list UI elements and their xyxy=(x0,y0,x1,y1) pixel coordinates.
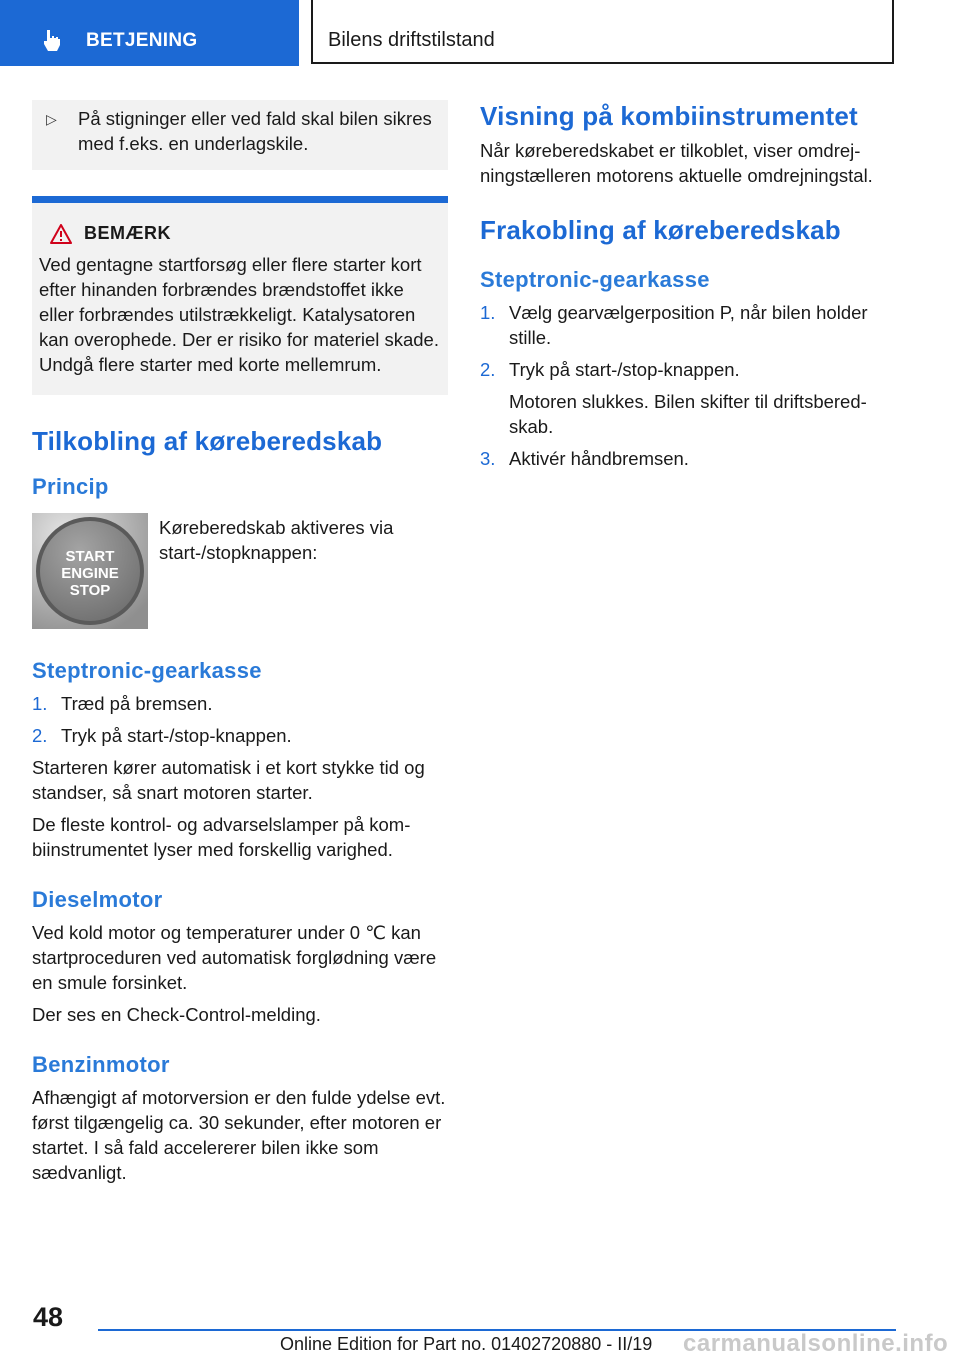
warning-icon xyxy=(50,224,72,244)
heading-steptronic: Steptronic-gearkasse xyxy=(32,658,262,683)
paragraph: Afhængigt af motorversion er den fulde ydelse evt. først tilgængelig ca. 30 sekunder, efter motoren er startet. I så fald accelererer bilen ikke som sædvanligt. xyxy=(32,1087,446,1183)
start-steps xyxy=(32,691,448,748)
list-item: 1. Træd på bremsen. xyxy=(32,693,213,714)
right-column xyxy=(480,100,896,478)
hand-pointer-icon xyxy=(40,28,64,52)
princip-text: Køreberedskab aktiveres via start-/stopknappen: xyxy=(159,517,394,563)
stop-steps-cont xyxy=(480,446,896,471)
chapter-label: BETJENING xyxy=(86,30,198,51)
paragraph: Starteren kører automatisk i et kort stykke tid og standser, så snart motoren starter. xyxy=(32,757,425,803)
list-item: 3. Aktivér håndbremsen. xyxy=(480,448,689,469)
left-column xyxy=(32,100,448,1192)
step-detail: Motoren slukkes. Bilen skifter til driftsberedskab. xyxy=(509,391,867,437)
heading-princip: Princip xyxy=(32,474,109,499)
heading-steptronic-right: Steptronic-gearkasse xyxy=(480,267,710,292)
notice-box xyxy=(32,196,448,395)
heading-diesel: Dieselmotor xyxy=(32,887,163,912)
page-number: 48 xyxy=(33,1302,64,1332)
hint-bullet xyxy=(32,100,448,170)
edition-text: Online Edition for Part no. 01402720880 - II/19 xyxy=(280,1334,653,1354)
section-tab xyxy=(311,0,894,64)
section-label: Bilens driftstilstand xyxy=(328,29,495,51)
list-item: 2. Tryk på start-/stop-knappen. xyxy=(32,725,292,746)
heading-benzin: Benzinmotor xyxy=(32,1052,170,1077)
start-stop-button-image xyxy=(32,513,148,629)
stop-steps xyxy=(480,300,896,382)
heading-tilkobling: Tilkobling af køreberedskab xyxy=(32,426,383,456)
watermark: carmanualsonline.info xyxy=(683,1330,949,1357)
triangle-bullet-icon: ▷ xyxy=(46,111,57,127)
heading-visning: Visning på kombiinstrumentet xyxy=(480,101,858,131)
paragraph: Når køreberedskabet er tilkoblet, viser omdrejningstælleren motorens aktuelle omdrejningstal. xyxy=(480,140,873,186)
list-item: 1. Vælg gearvælgerposition P, når bilen holder stille. xyxy=(480,302,868,348)
paragraph: Der ses en Check-Control-melding. xyxy=(32,1004,321,1025)
hint-text: På stigninger eller ved fald skal bilen sikres med f.eks. en underlagskile. xyxy=(78,108,432,154)
list-item: 2. Tryk på start-/stop-knappen. xyxy=(480,359,740,380)
button-line-3: STOP xyxy=(69,582,111,599)
notice-text: Ved gentagne startforsøg eller flere starter kort efter hinanden forbrændes brændstoffet ikke eller forbrændes utilstrækkeligt. Katalysatoren kan overophede. Der er risiko for materiel skade. Undgå flere starter med korte mellemrum. xyxy=(39,254,439,375)
paragraph: Ved kold motor og temperaturer under 0 ℃ kan startproceduren ved automatisk forglødning være en smule forsinket. xyxy=(32,922,437,993)
page-header xyxy=(0,0,960,66)
button-line-1: START xyxy=(65,548,115,565)
chapter-tab[interactable] xyxy=(0,0,299,66)
princip-block xyxy=(32,513,448,629)
paragraph: De fleste kontrol- og advarselslamper på kombiinstrumentet lyser med forskellig varighed. xyxy=(32,814,411,860)
notice-title: BEMÆRK xyxy=(84,223,171,243)
heading-frakobling: Frakobling af køreberedskab xyxy=(480,215,841,245)
button-line-2: ENGINE xyxy=(61,565,119,582)
